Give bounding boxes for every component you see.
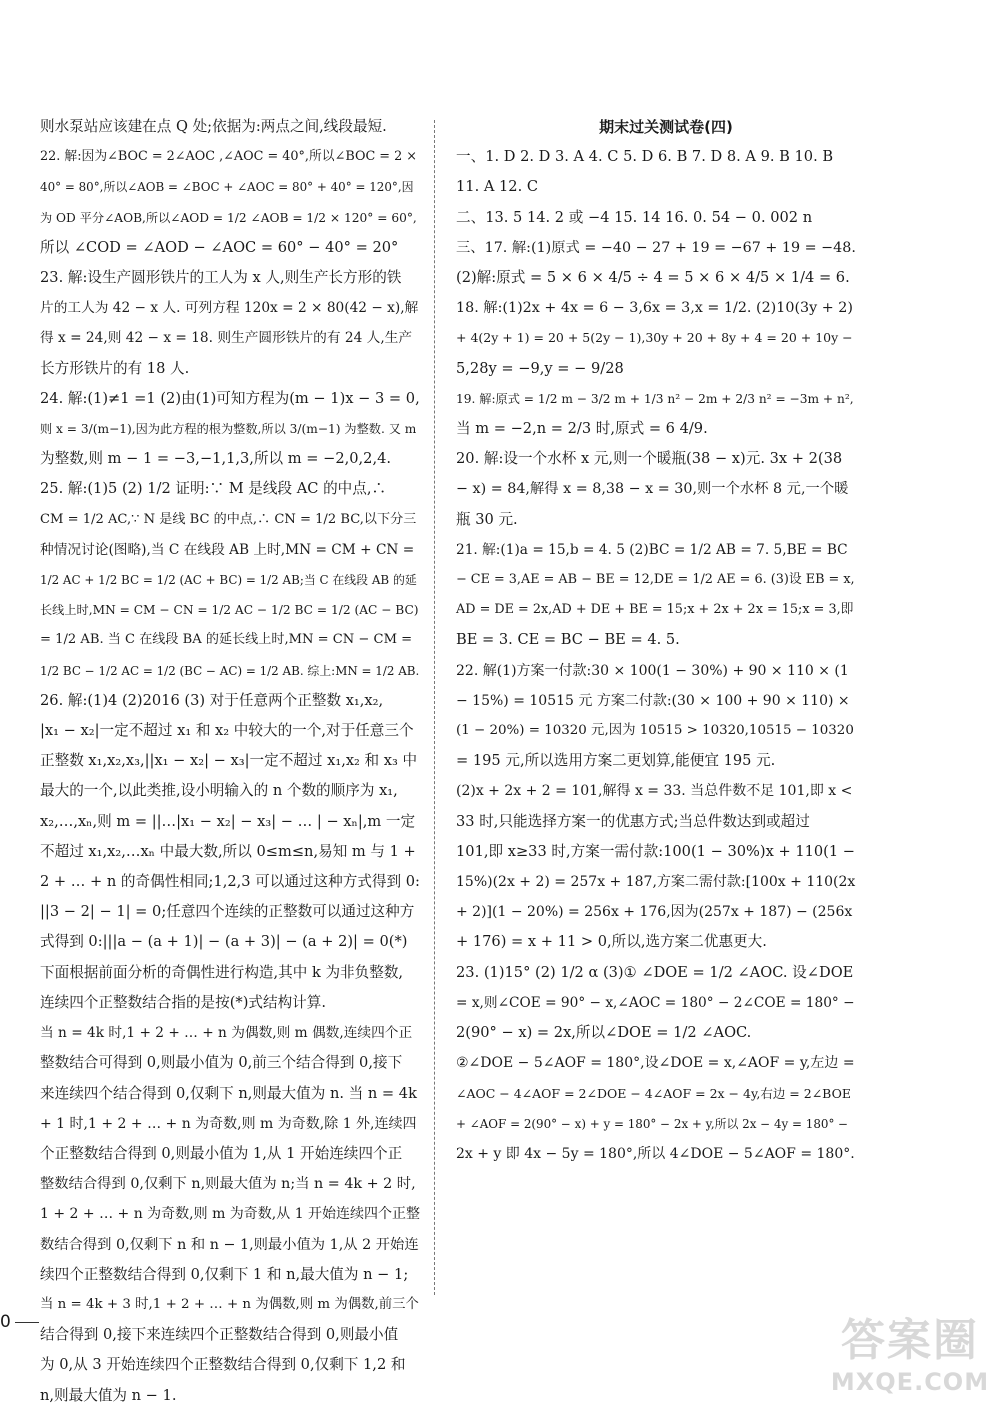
text-line: 18. 解:(1)2x + 4x = 6 − 3,6x = 3,x = 1/2. (2)10(3y + 2) xyxy=(456,300,853,317)
text-line: 5,28y = −9,y = − 9/28 xyxy=(456,359,624,377)
watermark-logo: 答案圈 xyxy=(841,1315,979,1366)
text-line: 2 + … + n 的奇偶性相同;1,2,3 可以通过这种方式得到 0: xyxy=(40,873,420,891)
text-line: 三、17. 解:(1)原式 = −40 − 27 + 19 = −67 + 19 = −48. xyxy=(456,239,856,256)
text-line: 个正整数结合得到 0,则最小值为 1,从 1 开始连续四个正 xyxy=(40,1144,403,1162)
text-line: 当 m = −2,n = 2/3 时,原式 = 6 4/9. xyxy=(456,420,708,438)
text-line: 40° = 80°,所以∠AOB = ∠BOC + ∠AOC = 80° + 40° = 120°,因 xyxy=(40,180,414,195)
text-line: 数结合得到 0,仅剩下 n 和 n − 1,则最小值为 1,从 2 开始连 xyxy=(40,1236,419,1253)
text-line: 101,即 x≥33 时,方案一需付款:100(1 − 30%)x + 110(1 − xyxy=(456,842,856,860)
text-line: + 2)](1 − 20%) = 256x + 176,因为(257x + 187) − (256x xyxy=(456,904,853,921)
text-line: 种情况讨论(图略),当 C 在线段 AB 上时,MN = CM + CN = xyxy=(40,541,415,558)
text-line: 整数结合得到 0,仅剩下 n,则最大值为 n;当 n = 4k + 2 时, xyxy=(40,1176,416,1193)
text-line: 片的工人为 42 − x 人. 可列方程 120x = 2 × 80(42 − x),解 xyxy=(40,300,419,317)
text-line: + 1 时,1 + 2 + … + n 为奇数,则 m 为奇数,除 1 外,连续四 xyxy=(40,1115,417,1132)
text-line: + 4(2y + 1) = 20 + 5(2y − 1),30y + 20 + 8y + 4 = 20 + 10y − xyxy=(456,330,853,346)
text-line: 续四个正整数结合得到 0,仅剩下 1 和 n,最大值为 n − 1; xyxy=(40,1265,409,1283)
text-line: 正整数 x₁,x₂,x₃,||x₁ − x₂| − x₃|一定不超过 x₁,x₂ 和 x₃ 中 xyxy=(40,752,418,770)
text-line: AD = DE = 2x,AD + DE + BE = 15;x + 2x + 2x = 15;x = 3,即 xyxy=(456,602,854,618)
text-line: ②∠DOE − 5∠AOF = 180°,设∠DOE = x,∠AOF = y,左边 = xyxy=(456,1055,855,1072)
text-line: 11. A 12. C xyxy=(456,178,539,196)
text-line: |x₁ − x₂|一定不超过 x₁ 和 x₂ 中较大的一个,对于任意三个 xyxy=(40,722,414,740)
text-line: (1 − 20%) = 10320 元,因为 10515 > 10320,10515 − 10320 xyxy=(456,723,854,739)
text-line: 22. 解:因为∠BOC = 2∠AOC ,∠AOC = 40°,所以∠BOC = 2 × xyxy=(40,149,418,165)
text-line: 20. 解:设一个水杯 x 元,则一个暖瓶(38 − x)元. 3x + 2(38 xyxy=(456,450,843,468)
text-line: 下面根据前面分析的奇偶性进行构造,其中 k 为非负整数, xyxy=(40,963,404,981)
page-number: 0 xyxy=(0,1312,39,1332)
text-line: 一、1. D 2. D 3. A 4. C 5. D 6. B 7. D 8. A 9. B 10. B xyxy=(456,148,834,166)
right-column xyxy=(456,112,856,1169)
text-line: − 15%) = 10515 元 方案二付款:(30 × 100 + 90 × 110) × xyxy=(456,692,850,709)
text-line: 所以 ∠COD = ∠AOD − ∠AOC = 60° − 40° = 20° xyxy=(40,238,399,256)
text-line: 连续四个正整数结合指的是按(*)式结构计算. xyxy=(40,993,327,1011)
text-line: (2)解:原式 = 5 × 6 × 4/5 ÷ 4 = 5 × 6 × 4/5 × 1/4 = 6. xyxy=(456,269,850,287)
text-line: 15%)(2x + 2) = 257x + 187,方案二需付款:[100x + 110(2x xyxy=(456,874,856,891)
text-line: 结合得到 0,接下来连续四个正整数结合得到 0,则最小值 xyxy=(40,1326,399,1344)
watermark-url: MXQE.COM xyxy=(830,1368,990,1396)
text-line: 21. 解:(1)a = 15,b = 4. 5 (2)BC = 1/2 AB = 7. 5,BE = BC xyxy=(456,541,848,558)
text-line: (2)x + 2x + 2 = 101,解得 x = 33. 当总件数不足 101,即 x < xyxy=(456,783,853,800)
site-watermark xyxy=(820,1315,1000,1413)
text-line: 长方形铁片的有 18 人. xyxy=(40,359,190,377)
text-line: − CE = 3,AE = AB − BE = 12,DE = 1/2 AE = 6. (3)设 EB = x, xyxy=(456,572,855,588)
text-line: + ∠AOF = 2(90° − x) + y = 180° − 2x + y,所以 2x − 4y = 180° − xyxy=(456,1116,849,1131)
text-line: 2(90° − x) = 2x,所以∠DOE = 1/2 ∠AOC. xyxy=(456,1024,752,1042)
text-line: 为整数,则 m − 1 = −3,−1,1,3,所以 m = −2,0,2,4. xyxy=(40,450,392,468)
text-line: 26. 解:(1)4 (2)2016 (3) 对于任意两个正整数 x₁,x₂, xyxy=(40,691,384,709)
column-divider xyxy=(434,120,435,1295)
text-line: + 176) = x + 11 > 0,所以,选方案二优惠更大. xyxy=(456,933,767,951)
left-column xyxy=(40,112,420,1411)
text-line: 不超过 x₁,x₂,…xₙ 中最大数,所以 0≤m≤n,易知 m 与 1 + xyxy=(40,842,416,860)
text-line: 则水泵站应该建在点 Q 处;依据为:两点之间,线段最短. xyxy=(40,118,387,135)
text-line: 为 OD 平分∠AOB,所以∠AOD = 1/2 ∠AOB = 1/2 × 120° = 60°, xyxy=(40,210,417,225)
text-line: − x) = 84,解得 x = 8,38 − x = 30,则一个水杯 8 元,一个暖 xyxy=(456,481,849,498)
text-line: 为 0,从 3 开始连续四个正整数结合得到 0,仅剩下 1,2 和 xyxy=(40,1356,406,1374)
text-line: 当 n = 4k + 3 时,1 + 2 + … + n 为偶数,则 m 为偶数,前三个 xyxy=(40,1296,419,1312)
text-line: 2x + y 即 4x − 5y = 180°,所以 4∠DOE − 5∠AOF = 180°. xyxy=(456,1145,855,1162)
text-line: 1 + 2 + … + n 为奇数,则 m 为奇数,从 1 开始连续四个正整 xyxy=(40,1206,421,1223)
text-line: 则 x = 3/(m−1),因为此方程的根为整数,所以 3/(m−1) 为整数. 又 m xyxy=(40,422,417,437)
text-line: 整数结合可得到 0,则最小值为 0,前三个结合得到 0,接下 xyxy=(40,1054,403,1072)
text-line: ∠AOC − 4∠AOF = 2∠DOE − 4∠AOF = 2x − 4y,右边 = 2∠BOE xyxy=(456,1085,851,1101)
text-line: 二、13. 5 14. 2 或 −4 15. 14 16. 0. 54 − 0. 002 n xyxy=(456,208,813,226)
text-line: 来连续四个结合得到 0,仅剩下 n,则最大值为 n. 当 n = 4k xyxy=(40,1084,417,1102)
text-line: CM = 1/2 AC,∵ N 是线 BC 的中点,∴ CN = 1/2 BC,以下分三 xyxy=(40,511,417,527)
text-line: BE = 3. CE = BC − BE = 4. 5. xyxy=(456,631,680,649)
exam-title: 期末过关测试卷(四) xyxy=(599,118,733,136)
text-line: 33 时,只能选择方案一的优惠方式;当总件数达到或超过 xyxy=(456,812,810,830)
text-line: 得 x = 24,则 42 − x = 18. 则生产圆形铁片的有 24 人,生产 xyxy=(40,330,413,347)
text-line: 19. 解:原式 = 1/2 m − 3/2 m + 1/3 n² − 2m + 2/3 n² = −3m + n², xyxy=(456,391,854,406)
text-line: ||3 − 2| − 1| = 0;任意四个连续的正整数可以通过这种方 xyxy=(40,903,415,921)
text-line: 当 n = 4k 时,1 + 2 + … + n 为偶数,则 m 偶数,连续四个正 xyxy=(40,1025,413,1042)
text-line: 式得到 0:|||a − (a + 1)| − (a + 3)| − (a + 2)| = 0(*) xyxy=(40,933,408,951)
text-line: 1/2 AC + 1/2 BC = 1/2 (AC + BC) = 1/2 AB;当 C 在线段 AB 的延 xyxy=(40,573,417,588)
text-line: 1/2 BC − 1/2 AC = 1/2 (BC − AC) = 1/2 AB. 综上:MN = 1/2 AB. xyxy=(40,663,420,678)
text-line: = 1/2 AB. 当 C 在线段 BA 的延长线上时,MN = CN − CM = xyxy=(40,632,413,648)
text-line: 22. 解(1)方案一付款:30 × 100(1 − 30%) + 90 × 110 × (1 xyxy=(456,662,849,679)
text-line: 25. 解:(1)5 (2) 1/2 证明:∵ M 是线段 AC 的中点,∴ xyxy=(40,480,387,498)
text-line: 23. (1)15° (2) 1/2 α (3)① ∠DOE = 1/2 ∠AOC. 设∠DOE xyxy=(456,963,854,981)
text-line: 23. 解:设生产圆形铁片的工人为 x 人,则生产长方形的铁 xyxy=(40,269,402,287)
text-line: n,则最大值为 n − 1. xyxy=(40,1386,177,1404)
text-line: 最大的一个,以此类推,设小明输入的 n 个数的顺序为 x₁, xyxy=(40,782,398,800)
text-line: 瓶 30 元. xyxy=(456,510,518,528)
text-line: 24. 解:(1)≠1 =1 (2)由(1)可知方程为(m − 1)x − 3 = 0, xyxy=(40,389,420,407)
text-line: x₂,…,xₙ,则 m = ||…|x₁ − x₂| − x₃| − … | − xₙ|,m 一定 xyxy=(40,812,416,830)
text-line: = 195 元,所以选用方案二更划算,能便宜 195 元. xyxy=(456,752,776,770)
text-line: = x,则∠COE = 90° − x,∠AOC = 180° − 2∠COE = 180° − xyxy=(456,994,855,1011)
text-line: 长线上时,MN = CM − CN = 1/2 AC − 1/2 BC = 1/2 (AC − BC) xyxy=(40,603,419,618)
